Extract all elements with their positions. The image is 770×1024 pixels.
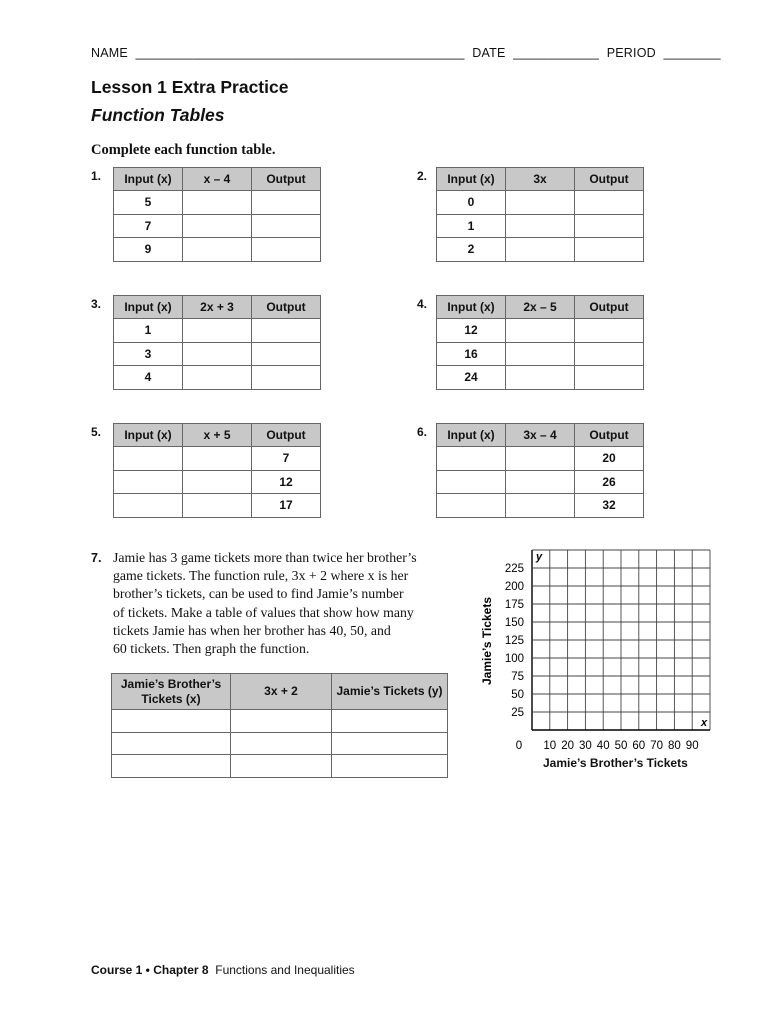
table-header: Input (x)	[114, 424, 183, 447]
given-value-cell: 4	[114, 366, 183, 390]
table-header: 2x – 5	[506, 296, 575, 319]
y-tick-label: 175	[504, 599, 524, 611]
table-header: Output	[575, 168, 644, 191]
problem-number: 2.	[417, 169, 428, 183]
answer-cell[interactable]	[183, 470, 252, 494]
table-row	[112, 710, 448, 733]
table-row	[114, 447, 321, 471]
table-header: Jamie’s Tickets (y)	[332, 674, 448, 710]
answer-cell[interactable]	[114, 447, 183, 471]
function-table	[436, 167, 644, 262]
table-header: Output	[252, 424, 321, 447]
lesson-title: Lesson 1 Extra Practice	[91, 77, 289, 97]
given-value-cell: 16	[437, 342, 506, 366]
answer-cell[interactable]	[437, 447, 506, 471]
table-header: Output	[252, 296, 321, 319]
given-value-cell: 1	[114, 319, 183, 343]
answer-cell[interactable]	[183, 447, 252, 471]
given-value-cell: 12	[252, 470, 321, 494]
table-row	[437, 342, 644, 366]
lesson-subtitle: Function Tables	[91, 105, 225, 125]
problem-number: 4.	[417, 297, 428, 311]
table-header: Input (x)	[437, 424, 506, 447]
table-header: Output	[575, 424, 644, 447]
answer-cell[interactable]	[506, 342, 575, 366]
x-tick-label: 40	[596, 740, 610, 752]
answer-cell[interactable]	[112, 732, 231, 755]
period-label: PERIOD	[606, 46, 656, 60]
worksheet-header	[91, 46, 725, 60]
table-header: Input (x)	[437, 168, 506, 191]
table-header: 2x + 3	[183, 296, 252, 319]
table-row	[114, 366, 321, 390]
table-row	[437, 447, 644, 471]
function-table	[436, 295, 644, 390]
answer-cell[interactable]	[506, 238, 575, 262]
given-value-cell: 17	[252, 494, 321, 518]
table-header: Input (x)	[114, 168, 183, 191]
given-value-cell: 7	[114, 214, 183, 238]
table-header: Input (x)	[114, 296, 183, 319]
answer-cell[interactable]	[437, 470, 506, 494]
table-row	[114, 470, 321, 494]
table-row	[437, 366, 644, 390]
problem-number: 3.	[91, 297, 102, 311]
answer-cell[interactable]	[332, 755, 448, 778]
answer-cell[interactable]	[183, 319, 252, 343]
given-value-cell: 20	[575, 447, 644, 471]
x-tick-label: 60	[632, 740, 646, 752]
answer-cell[interactable]	[112, 755, 231, 778]
answer-cell[interactable]	[506, 319, 575, 343]
x-tick-label: 70	[650, 740, 663, 752]
table-row	[114, 191, 321, 215]
table-header: 3x – 4	[506, 424, 575, 447]
answer-cell[interactable]	[252, 366, 321, 390]
name-label: NAME	[91, 46, 128, 60]
footer	[91, 963, 355, 977]
problem-7-line: 60 tickets. Then graph the function.	[113, 641, 310, 657]
problem-7-line: Jamie has 3 game tickets more than twice her brother’s	[113, 550, 417, 565]
x-tick-label: 90	[685, 740, 699, 752]
answer-cell[interactable]	[575, 214, 644, 238]
problem-7-text	[113, 549, 453, 658]
given-value-cell: 26	[575, 470, 644, 494]
answer-cell[interactable]	[231, 755, 332, 778]
x-tick-label: 30	[579, 740, 592, 752]
given-value-cell: 3	[114, 342, 183, 366]
answer-cell[interactable]	[252, 191, 321, 215]
function-table	[113, 423, 321, 518]
given-value-cell: 9	[114, 238, 183, 262]
answer-cell[interactable]	[506, 470, 575, 494]
answer-cell[interactable]	[332, 732, 448, 755]
table-header: x + 5	[183, 424, 252, 447]
table-header: 3x + 2	[231, 674, 332, 710]
table-row	[437, 214, 644, 238]
problem-number: 6.	[417, 425, 428, 439]
answer-cell[interactable]	[112, 710, 231, 733]
table-row	[437, 470, 644, 494]
table-row	[114, 342, 321, 366]
answer-cell[interactable]	[252, 342, 321, 366]
x-variable-label: x	[701, 717, 708, 729]
answer-cell[interactable]	[252, 319, 321, 343]
answer-cell[interactable]	[575, 191, 644, 215]
answer-cell[interactable]	[506, 214, 575, 238]
y-variable-label: y	[536, 551, 543, 563]
date-field[interactable]: ____________	[513, 46, 600, 60]
table-row	[114, 319, 321, 343]
answer-cell[interactable]	[114, 494, 183, 518]
given-value-cell: 7	[252, 447, 321, 471]
table-header: Jamie’s Brother’s Tickets (x)	[112, 674, 231, 710]
problem-number: 5.	[91, 425, 102, 439]
given-value-cell: 12	[437, 319, 506, 343]
x-tick-label: 20	[561, 740, 574, 752]
problem-7-line: brother’s tickets, can be used to find Jamie’s number	[113, 586, 404, 602]
instructions: Complete each function table.	[91, 142, 276, 158]
answer-cell[interactable]	[252, 214, 321, 238]
table-row	[437, 191, 644, 215]
x-tick-label: 50	[614, 740, 628, 752]
given-value-cell: 5	[114, 191, 183, 215]
function-table	[113, 167, 321, 262]
y-axis-title: Jamie’s Tickets	[480, 596, 494, 686]
answer-cell[interactable]	[183, 366, 252, 390]
given-value-cell: 0	[437, 191, 506, 215]
x-tick-label: 80	[668, 740, 681, 752]
problem-7-table	[111, 673, 448, 778]
answer-cell[interactable]	[506, 191, 575, 215]
answer-cell[interactable]	[114, 470, 183, 494]
name-field[interactable]: ______________________________________________	[135, 46, 465, 60]
problem-7-line: tickets Jamie has when her brother has 40, 50, and	[113, 622, 391, 638]
table-row	[114, 494, 321, 518]
y-tick-label: 125	[504, 635, 524, 647]
table-row	[437, 238, 644, 262]
footer-topic: Functions and Inequalities	[215, 963, 355, 977]
answer-cell[interactable]	[332, 710, 448, 733]
function-table	[436, 423, 644, 518]
y-tick-label: 50	[511, 689, 524, 701]
answer-cell[interactable]	[506, 494, 575, 518]
table-row	[112, 755, 448, 778]
answer-cell[interactable]	[575, 238, 644, 262]
table-row	[112, 732, 448, 755]
problem-7-line: of tickets. Make a table of values that show how many	[113, 604, 414, 620]
answer-cell[interactable]	[437, 494, 506, 518]
answer-cell[interactable]	[183, 494, 252, 518]
table-header: Output	[575, 296, 644, 319]
answer-cell[interactable]	[183, 342, 252, 366]
answer-cell[interactable]	[252, 238, 321, 262]
problem-number: 1.	[91, 169, 102, 183]
table-row	[114, 238, 321, 262]
y-tick-label: 200	[504, 581, 524, 593]
table-header: x – 4	[183, 168, 252, 191]
y-tick-label: 100	[504, 653, 524, 665]
coordinate-grid[interactable]	[470, 545, 730, 775]
footer-course: Course 1 • Chapter 8	[91, 963, 209, 977]
table-row	[114, 214, 321, 238]
answer-cell[interactable]	[575, 366, 644, 390]
function-table	[113, 295, 321, 390]
problem-7-number: 7.	[91, 551, 102, 565]
x-axis-title: Jamie’s Brother’s Tickets	[543, 756, 688, 770]
answer-cell[interactable]	[183, 238, 252, 262]
answer-cell[interactable]	[231, 732, 332, 755]
origin-label: 0	[515, 740, 523, 752]
given-value-cell: 24	[437, 366, 506, 390]
y-tick-label: 150	[504, 617, 524, 629]
y-tick-label: 25	[511, 707, 524, 719]
table-header: Output	[252, 168, 321, 191]
answer-cell[interactable]	[575, 342, 644, 366]
table-header: 3x	[506, 168, 575, 191]
x-tick-label: 10	[543, 740, 557, 752]
y-tick-label: 75	[511, 671, 524, 683]
answer-cell[interactable]	[183, 214, 252, 238]
table-header: Input (x)	[437, 296, 506, 319]
given-value-cell: 1	[437, 214, 506, 238]
problem-7-line: game tickets. The function rule, 3x + 2 where x is her	[113, 568, 409, 584]
given-value-cell: 32	[575, 494, 644, 518]
table-row	[437, 319, 644, 343]
answer-cell[interactable]	[183, 191, 252, 215]
given-value-cell: 2	[437, 238, 506, 262]
date-label: DATE	[472, 46, 506, 60]
answer-cell[interactable]	[506, 366, 575, 390]
answer-cell[interactable]	[506, 447, 575, 471]
table-row	[437, 494, 644, 518]
answer-cell[interactable]	[575, 319, 644, 343]
period-field[interactable]: ________	[663, 46, 721, 60]
answer-cell[interactable]	[231, 710, 332, 733]
y-tick-label: 225	[504, 563, 524, 575]
